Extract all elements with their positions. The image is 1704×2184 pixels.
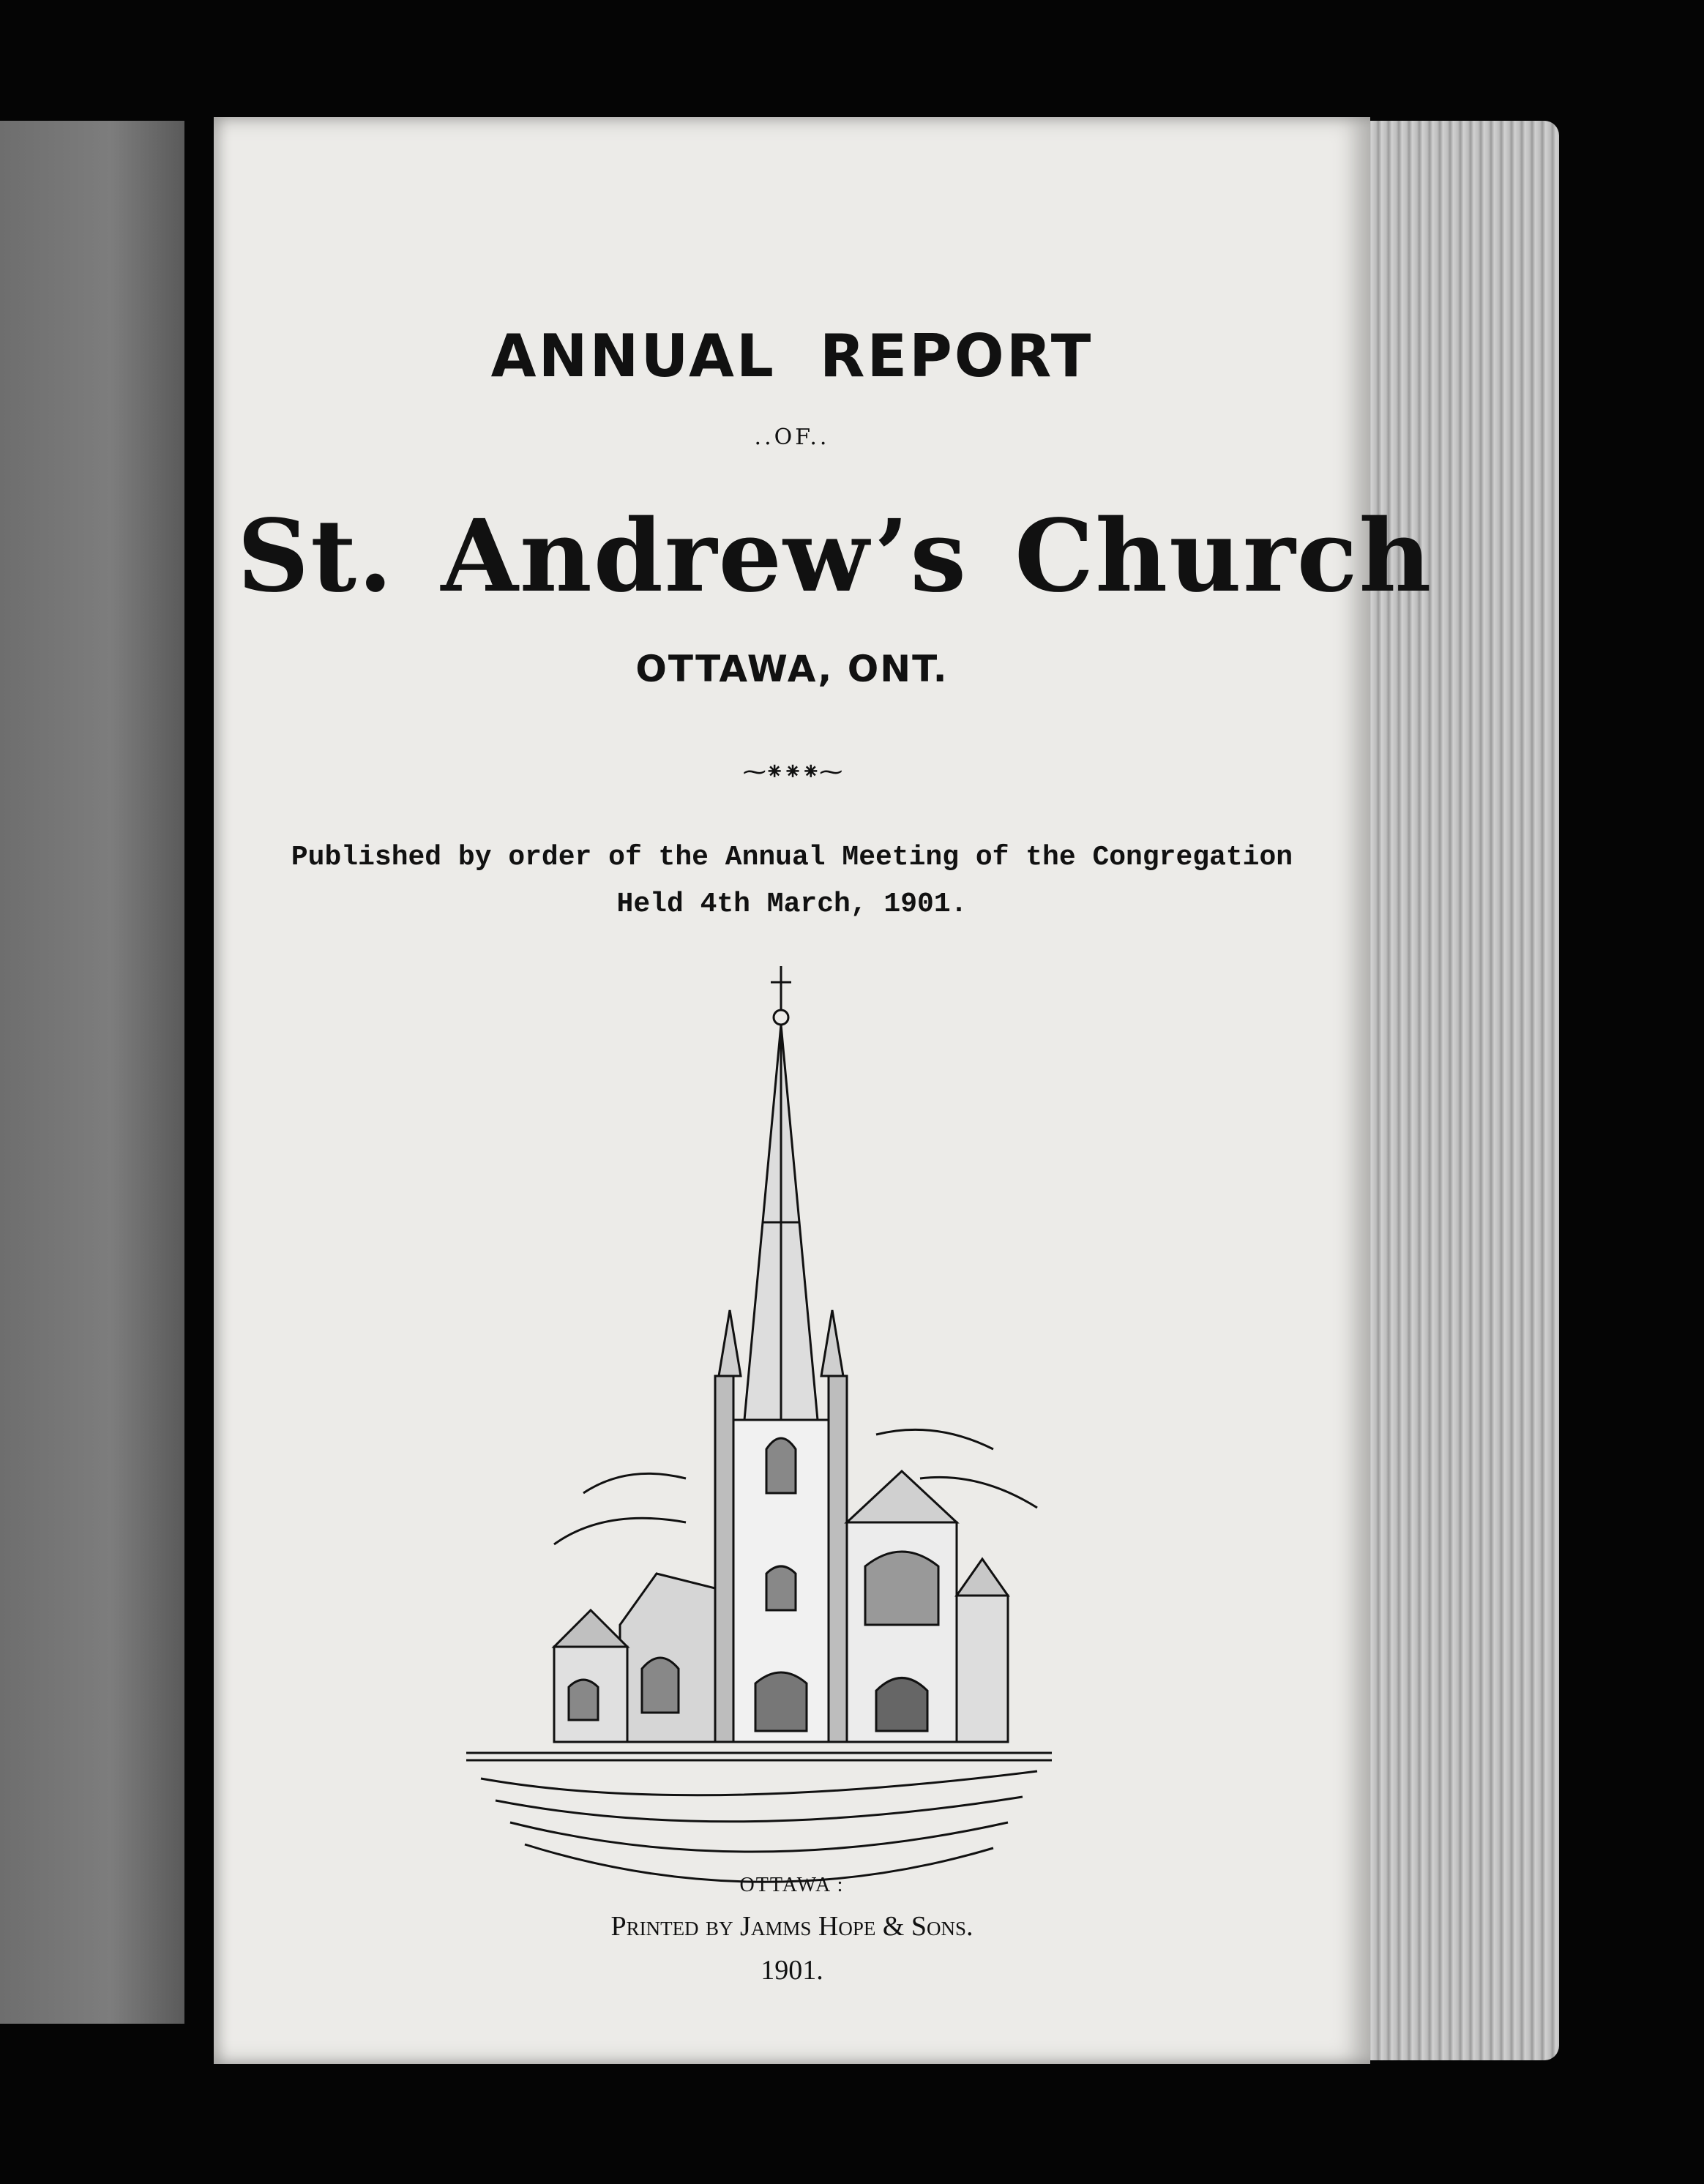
printer-year: 1901. xyxy=(761,1955,823,1986)
printer-name: Printed by Jamms Hope & Sons. xyxy=(610,1911,974,1942)
report-title-word-2: REPORT xyxy=(819,322,1094,390)
church-illustration xyxy=(466,966,1052,1940)
printer-city: OTTAWA : xyxy=(739,1874,845,1896)
church-name-word-3: Church xyxy=(1014,498,1433,615)
ornament-divider: ⁓⁕⁕⁕⁓ xyxy=(742,758,842,785)
location: OTTAWA, ONT. xyxy=(635,648,949,690)
church-name xyxy=(214,498,1433,615)
publication-note-line-1: Published by order of the Annual Meeting of the Congregation xyxy=(291,842,1293,873)
page-edges xyxy=(1361,121,1559,2060)
publication-note-line-2: Held 4th March, 1901. xyxy=(616,889,968,920)
of-line: ..OF.. xyxy=(754,425,830,450)
report-title-word-1: ANNUAL xyxy=(490,322,776,390)
facing-page xyxy=(0,121,184,2024)
publication-note xyxy=(214,834,1370,928)
church-name-word-1: St. xyxy=(237,498,395,615)
report-title xyxy=(214,322,1370,390)
title-page xyxy=(214,117,1433,2064)
church-name-word-2: Andrew’s xyxy=(441,498,968,615)
